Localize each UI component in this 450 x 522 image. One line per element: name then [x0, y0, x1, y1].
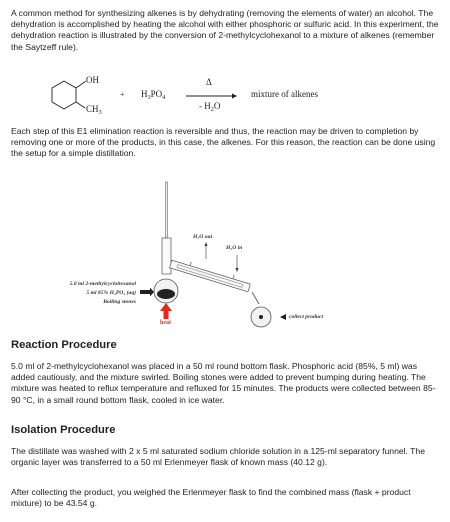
acid-formula: $H_3PO_4$	[141, 89, 166, 101]
water-removed: - $H_2O$	[199, 101, 221, 113]
collect-product-label: collect product	[289, 314, 324, 320]
reaction-arrow	[186, 92, 238, 100]
reaction-procedure-heading: Reaction Procedure	[11, 339, 117, 351]
oh-label: OH	[86, 75, 99, 85]
isolation-procedure-paragraph: The distillate was washed with 2 x 5 ml saturated sodium chloride solution in a 125-ml separatory funnel. The organic layer was transferred to a 50 ml Erlenmeyer flask of known mass (40.12 g).	[11, 446, 425, 468]
e1-paragraph: Each step of this E1 elimination reaction is reversible and thus, the reaction may be driven to completion by removing one or more of the products, in this case, the alkenes. For this reason, the reaction can be done using the setup for a simple distillation.	[11, 126, 436, 159]
plus-sign: +	[120, 90, 125, 99]
product-label: mixture of alkenes	[251, 89, 318, 99]
delta-symbol: Δ	[206, 77, 212, 87]
intro-paragraph: A common method for synthesizing alkenes is by dehydrating (removing the elements of water) an alcohol. The dehydration is accomplished by heating the alcohol with either phosphoric or sulfuric acid. In this experiment, the dehydration reaction is illustrated by the conversion of 2-methylcyclohexanol to a mixture of alkenes (remember the Saytzeff rule).	[11, 8, 439, 52]
isolation-procedure-heading: Isolation Procedure	[11, 424, 116, 436]
water-out-label: H₂O out	[193, 234, 213, 240]
final-paragraph: After collecting the product, you weighed the Erlenmeyer flask to find the combined mass (flask + product mixture) to be 43.54 g.	[11, 487, 411, 509]
ch3-label: $CH_3$	[86, 104, 102, 116]
heat-label: heat	[160, 320, 171, 326]
heat-arrow-icon	[160, 303, 172, 319]
flask-contents-1: 5.0 ml 2-methylcyclohexanol	[69, 281, 136, 287]
water-in-label: H₂O in	[226, 245, 243, 251]
flask-contents-2: 5 ml 85% H₃PO₄ (aq)	[86, 290, 136, 296]
distillation-apparatus	[140, 180, 310, 330]
reaction-procedure-paragraph: 5.0 ml of 2-methylcyclohexanol was placed in a 50 ml round bottom flask. Phosphoric acid (85%, 5 ml) was added cautiously, and the mixture swirled. Boiling stones were added to prevent bumping during heating. The mixture was heated to reflux temperature and refluxed for 15 minutes. The products were collected between 85-90 °C, in a small round bottom flask, cooled in ice water.	[11, 361, 436, 405]
flask-contents-3: Boiling stones	[103, 299, 136, 305]
